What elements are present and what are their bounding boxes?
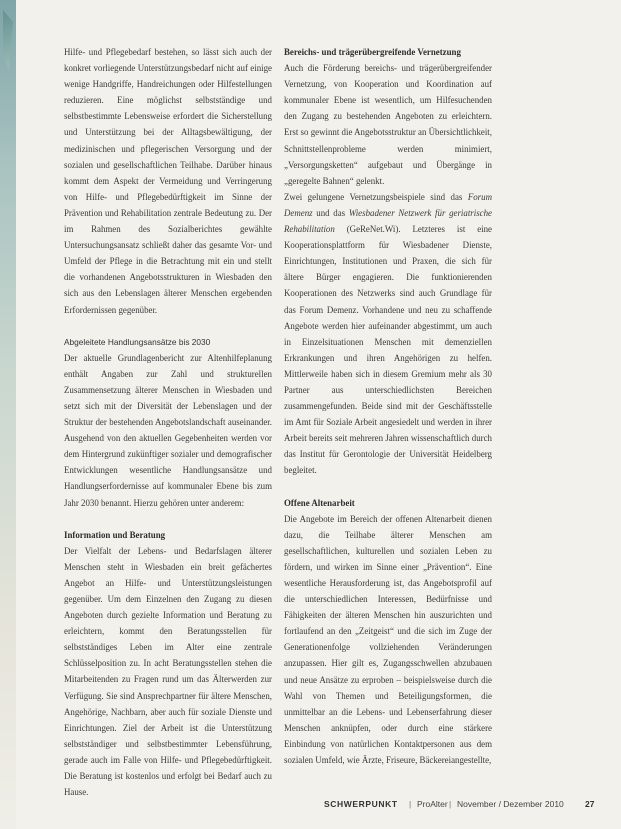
text-run: (GeReNet.Wi). Letzteres ist eine Kooperationsplattform für Wiesbadener Dienste, Einrichtungen, Institutionen und Praxen, die sich für ältere Bürger engagieren. Die funktionierenden Kooperationen des Netzwerks sind auch Grundlage für das Forum Demenz. Vorhandene und neu zu schaffende Angebote werden hier aufeinander abgestimmt, um auch in Einzelsituationen Menschen mit demenziellen Erkrankungen und ihren Angehörigen zu helfen. Mittlerweile haben sich in diesem Gremium mehr als 30 Partner aus unterschiedlichsten Bereichen zusammengefunden. Beide sind mit der Geschäftsstelle im Amt für Soziale Arbeit angesiedelt und werden in ihrer Arbeit bereits seit mehreren Jahren wissenschaftlich durch das Institut für Gerontologie der Universität Heidelberg begleitet. (284, 224, 492, 476)
body-paragraph: Auch die Förderung bereichs- und trägerübergreifender Vernetzung, von Kooperation und Koordination auf kommunaler Ebene ist wesentlich, um Hilfesuchenden den Zugang zu bestehenden Angeboten zu erleichtern. Erst so gewinnt die Angebotsstruktur an Übersichtlichkeit, Schnittstellenprobleme werden minimiert, „Versorgungsketten“ aufgebaut und Übergänge in „geregelte Bahnen“ gelenkt. (284, 63, 492, 186)
body-paragraph: Der aktuelle Grundlagenbericht zur Altenhilfeplanung enthält Angaben zur Zahl und strukturellen Zusammensetzung älterer Menschen in Wiesbaden und setzt sich mit der Diversität der Lebenslagen und der Struktur der bestehenden Angebotslandschaft auseinander. Ausgehend von den aktuellen Gegebenheiten werden vor dem Hintergrund zukünftiger sozialer und demografischer Entwicklungen wesentliche Handlungsansätze und Handlungserfordernisse auf kommunaler Ebene bis zum Jahr 2030 benannt. Hierzu gehören unter anderem: (64, 352, 272, 508)
paragraph-gap (284, 479, 492, 495)
footer-issue: November / Dezember 2010 (457, 799, 564, 809)
text-run: und das (312, 207, 349, 218)
left-text-column (64, 44, 272, 800)
cover-image-edge (0, 0, 16, 829)
page-number: 27 (585, 799, 595, 809)
right-text-column (284, 44, 492, 768)
footer-magazine: ProAlter (417, 799, 448, 809)
section-heading: Information und Beratung (64, 529, 166, 540)
text-run: Zwei gelungene Vernetzungsbeispiele sind das (284, 191, 468, 202)
body-paragraph: Die Angebote im Bereich der offenen Altenarbeit dienen dazu, die Teilhabe älterer Menschen am gesellschaftlichen, kulturellen und sozialen Leben zu fördern, und wirken im Sinne einer „Prävention“. Eine wesentliche Herausforderung ist, das Angebotsprofil auf die unterschiedlichen Interessen, Bedürfnisse und Fähigkeiten der älteren Menschen hin auszurichten und fortlaufend an den „Zeitgeist“ und die sich im Zuge der Generationenfolge vollziehenden Veränderungen anzupassen. Hier gilt es, Zugangsschwellen abzubauen und neue Ansätze zu erproben – beispielsweise durch die Wahl von Themen und Beteiligungsformen, die unmittelbar an die Lebens- und Lebenserfahrung dieser Menschen anknüpfen, oder durch eine stärkere Einbindung von natürlichen Kontaktpersonen aus dem sozialen Umfeld, wie Ärzte, Friseure, Bäckereiangestellte, (284, 513, 492, 766)
section-heading: Offene Altenarbeit (284, 497, 355, 508)
italic-title: Wiesbadener Netzwerk für geriatrische Rehabilitation (284, 207, 492, 235)
body-paragraph (284, 189, 492, 479)
section-heading: Bereichs- und trägerübergreifende Vernetzung (284, 47, 461, 57)
italic-title: Forum Demenz (284, 191, 492, 218)
body-paragraph: Hilfe- und Pflegebedarf bestehen, so lässt sich auch der konkret vorliegende Unterstützungsbedarf nicht auf einige wenige Handgriffe, Handreichungen oder Hilfestellungen reduzieren. Eine möglichst selbstständige und selbstbestimmte Lebensweise erfordert die Sicherstellung und Unterstützung bei der Alltagsbewältigung, der medizinischen und pflegerischen Versorgung und der sozialen und gesellschaftlichen Teilhabe. Darüber hinaus kommt dem Aspekt der Vermeidung und Verringerung von Hilfe- und Pflegebedürftigkeit im Sinne der Prävention und Rehabilitation zentrale Bedeutung zu. Der im Rahmen des Sozialberichtes gewählte Untersuchungsansatz schließt daher das gesamte Vor- und Umfeld der Pflege in die Betrachtung mit ein und stellt die vorhandenen Angebotsstrukturen in Wiesbaden den sich aus den Lebenslagen älterer Menschen ergebenden Erfordernissen gegenüber. (64, 47, 272, 315)
footer-separator: | (449, 799, 452, 809)
footer-separator: | (409, 799, 412, 809)
footer-section: SCHWERPUNKT (324, 799, 398, 809)
paragraph-gap (64, 511, 272, 527)
section-heading: Abgeleitete Handlungsansätze bis 2030 (64, 336, 211, 347)
paragraph-gap (64, 318, 272, 334)
body-paragraph: Der Vielfalt der Lebens- und Bedarfslagen älterer Menschen steht in Wiesbaden ein breit gefächertes Angebot an Hilfe- und Unterstützungsleistungen gegenüber. Um dem Einzelnen den Zugang zu diesen Angeboten durch gezielte Information und Beratung zu erleichtern, kommt den Beratungsstellen für selbstständiges Leben im Alter eine zentrale Schlüsselposition zu. In acht Beratungsstellen stehen die Mitarbeitenden zu Fragen rund um das Älterwerden zur Verfügung. Sie sind Ansprechpartner für ältere Menschen, Angehörige, Nachbarn, aber auch für soziale Dienste und Einrichtungen. Ziel der Arbeit ist die Unterstützung selbstständiger und selbstbestimmter Lebensführung, gerade auch im Falle von Hilfe- und Pflegebedürftigkeit. Die Beratung ist kostenlos und erfolgt bei Bedarf auch zu Hause. (64, 545, 272, 798)
